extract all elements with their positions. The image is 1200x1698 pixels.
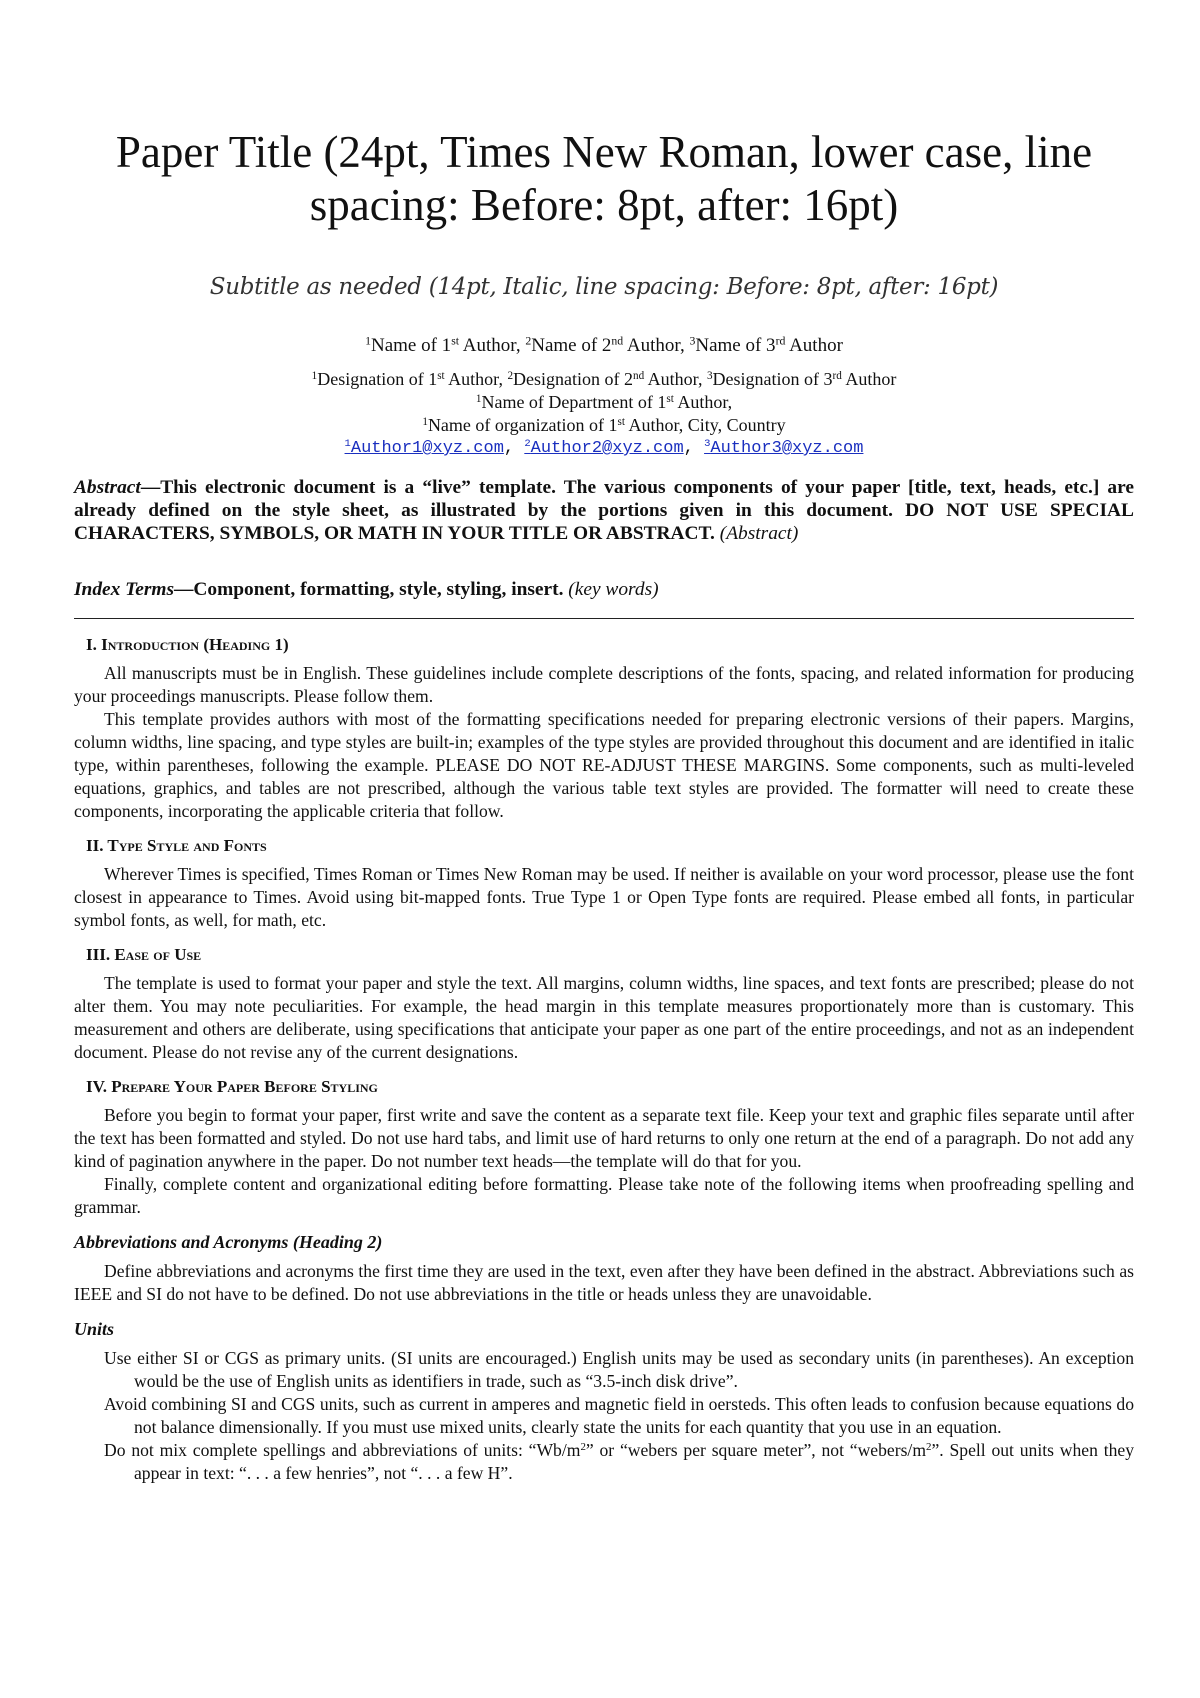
paper-body [74, 634, 1134, 1485]
author-2: Name of 2 [531, 335, 612, 356]
paragraph: All manuscripts must be in English. These guidelines include complete descriptions of the fonts, spacing, and related information for producing your proceedings manuscripts. Please follow them. [74, 663, 1134, 706]
section-heading-2: II. Type Style and Fonts [86, 836, 267, 855]
email-line: $^1$Author1@xyz.com, $^2$Author2@xyz.com, $^3$Author3@xyz.com [344, 438, 864, 458]
designation-line: $^1$Designation of 1st Author, $^2$Designation of 2nd Author, $^3$Designation of 3rd Author [311, 369, 897, 389]
department-line: $^1$Name of Department of 1st Author, [475, 392, 733, 412]
paper-title: Paper Title (24pt, Times New Roman, lower case, line spacing: Before: 8pt, after: 16pt) [115, 127, 1093, 230]
units-list [74, 1347, 1134, 1485]
abstract-text: —This electronic document is a “live” template. The various components of your paper [title, text, heads, etc.] are already defined on the style sheet, as illustrated by the portions given in this document. DO NOT USE SPECIAL CHARACTERS, SYMBOLS, OR MATH IN YOUR TITLE OR ABSTRACT. [74, 477, 1134, 544]
author-3: Name of 3 [695, 335, 776, 356]
index-terms-text: —Component, formatting, style, styling, insert. [174, 579, 569, 600]
section-divider [74, 618, 1134, 619]
paragraph: The template is used to format your paper and style the text. All margins, column widths, line spaces, and text fonts are prescribed; please do not alter them. You may note peculiarities. For example, the head margin in this template measures proportionately more than is customary. This measurement and others are deliberate, using specifications that anticipate your paper as one part of the entire proceedings, and not as an independent document. Please do not revise any of the current designations. [74, 973, 1134, 1062]
email-link-2[interactable]: $^2$Author2@xyz.com [524, 438, 684, 458]
paragraph: Define abbreviations and acronyms the first time they are used in the text, even after they have been defined in the abstract. Abbreviations such as IEEE and SI do not have to be defined. Do not use abbreviations in the title or heads unless they are unavoidable. [74, 1261, 1134, 1304]
paragraph: This template provides authors with most of the formatting specifications needed for preparing electronic versions of their papers. Margins, column widths, line spacing, and type styles are built-in; examples of the type styles are provided throughout this document and are identified in italic type, within parentheses, following the example. PLEASE DO NOT RE-ADJUST THESE MARGINS. Some components, such as multi-leveled equations, graphics, and tables are not prescribed, although the various table text styles are provided. The formatter will need to create these components, incorporating the applicable criteria that follow. [74, 709, 1134, 821]
paragraph: Finally, complete content and organizational editing before formatting. Please take note of the following items when proofreading spelling and grammar. [74, 1174, 1134, 1217]
list-item: Do not mix complete spellings and abbreviations of units: “$Wb/m^2$” or “webers per square meter”, not “$webers/m^2$”. Spell out units when they appear in text: “. . . a few henries”, not “. . . a few H”. [104, 1440, 1135, 1483]
email-link-1[interactable]: $^1$Author1@xyz.com [344, 438, 504, 458]
email-link-3[interactable]: $^3$Author3@xyz.com [704, 438, 864, 458]
index-terms-style-note: (key words) [568, 579, 659, 600]
organization-line: $^1$Name of organization of 1st Author, City, Country [422, 415, 786, 435]
section-heading-4: IV. Prepare Your Paper Before Styling [86, 1077, 378, 1096]
index-terms [74, 578, 1134, 601]
subsection-heading-abbreviations: Abbreviations and Acronyms (Heading 2) [74, 1232, 383, 1252]
list-item: Use either SI or CGS as primary units. (SI units are encouraged.) English units may be used as secondary units (in parentheses). An exception would be the use of English units as identifiers in trade, such as “3.5-inch disk drive”. [104, 1348, 1134, 1391]
abstract-label: Abstract [74, 477, 141, 498]
paragraph: Before you begin to format your paper, first write and save the content as a separate text file. Keep your text and graphic files separate until after the text has been formatted and styled. Do not use hard tabs, and limit use of hard returns to only one return at the end of a paragraph. Do not add any kind of pagination anywhere in the paper. Do not number text heads—the template will do that for you. [74, 1105, 1134, 1171]
list-item: Avoid combining SI and CGS units, such as current in amperes and magnetic field in oersteds. This often leads to confusion because equations do not balance dimensionally. If you must use mixed units, clearly state the units for each quantity that you use in an equation. [104, 1394, 1134, 1437]
paper-subtitle: Subtitle as needed (14pt, Italic, line spacing: Before: 8pt, after: 16pt) [209, 274, 999, 300]
abstract-style-note: (Abstract) [719, 523, 799, 544]
paragraph: Wherever Times is specified, Times Roman or Times New Roman may be used. If neither is available on your word processor, please use the font closest in appearance to Times. Avoid using bit-mapped fonts. True Type 1 or Open Type fonts are required. Please embed all fonts, in particular symbol fonts, as well, for math, etc. [74, 864, 1134, 930]
index-terms-label: Index Terms [74, 579, 175, 600]
section-heading-3: III. Ease of Use [86, 945, 202, 964]
subsection-heading-units: Units [74, 1319, 115, 1339]
section-heading-1: I. Introduction (Heading 1) [86, 635, 289, 654]
abstract [74, 476, 1134, 545]
author-line: $^1$Name of 1st Author, $^2$Name of 2nd Author, $^3$Name of 3rd Author [365, 334, 843, 356]
affiliation-block [74, 368, 1134, 460]
author-1: Name of 1 [370, 335, 452, 356]
